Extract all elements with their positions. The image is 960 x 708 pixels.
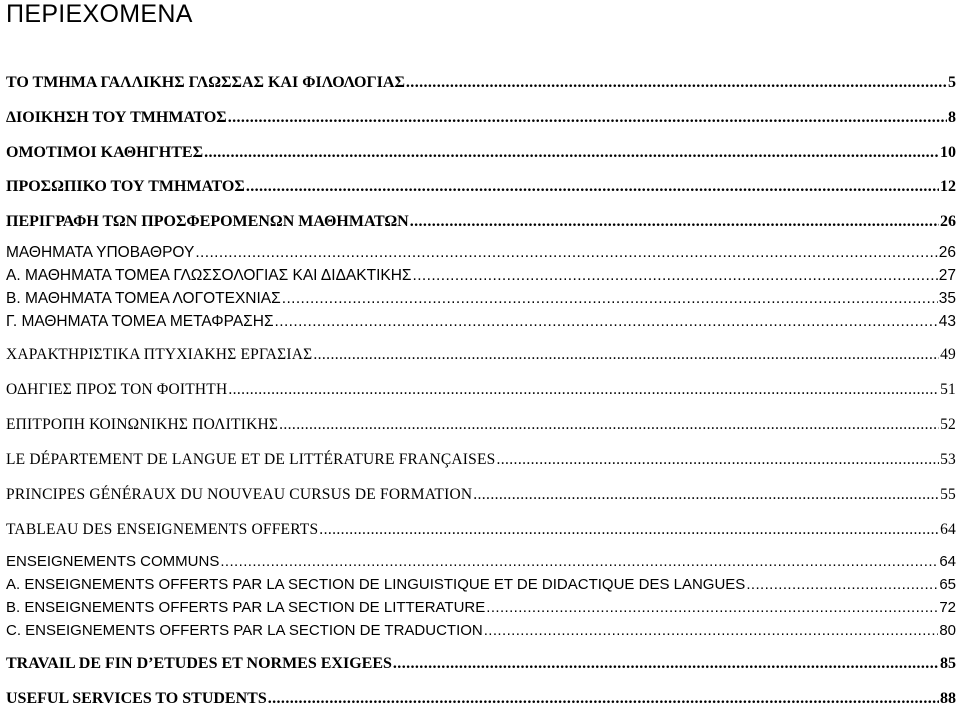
toc-entry-page: 49 [940, 346, 956, 363]
dot-leader [486, 599, 938, 617]
toc-entry[interactable] [6, 311, 956, 331]
toc-entry-title: PRINCIPES GÉNÉRAUX DU NOUVEAU CURSUS DE FORMATION [6, 486, 473, 503]
toc-entry[interactable] [6, 574, 956, 594]
dot-leader [746, 576, 938, 594]
toc-entry[interactable] [6, 288, 956, 308]
toc-entry-title: ΟΜΟΤΙΜΟΙ ΚΑΘΗΓΗΤΕΣ [6, 144, 204, 161]
toc-entry-title: ΕΠΙΤΡΟΠΗ ΚΟΙΝΩΝΙΚΗΣ ΠΟΛΙΤΙΚΗΣ [6, 416, 279, 433]
toc-entry[interactable] [6, 242, 956, 262]
toc-entry[interactable] [6, 449, 956, 469]
toc-entry-title: TABLEAU DES ENSEIGNEMENTS OFFERTS [6, 521, 319, 538]
toc-entry-title: Β. ΜΑΘΗΜΑΤΑ ΤΟΜΕΑ ΛΟΓΟΤΕΧΝΙΑΣ [6, 290, 281, 307]
toc-entry[interactable] [6, 484, 956, 504]
toc-entry-page: 8 [948, 109, 956, 126]
dot-leader [228, 109, 947, 127]
toc-entry[interactable] [6, 620, 956, 640]
toc-entry-title: LE DÉPARTEMENT DE LANGUE ET DE LITTÉRATURE FRANÇAISES [6, 451, 496, 468]
page-title: ΠΕΡΙΕΧΟΜΕΝΑ [6, 0, 193, 28]
toc-entry-page: 10 [940, 144, 956, 161]
toc-entry[interactable] [6, 176, 956, 196]
toc-entry-title: TRAVAIL DE FIN D’ETUDES ET NORMES EXIGEES [6, 655, 392, 672]
toc-entry-page: 64 [939, 553, 956, 570]
dot-leader [484, 622, 939, 640]
toc-entry[interactable] [6, 519, 956, 539]
toc-entry[interactable] [6, 142, 956, 162]
dot-leader [275, 313, 938, 331]
toc-entry-page: 26 [938, 244, 956, 261]
toc-entry[interactable] [6, 265, 956, 285]
toc-entry-title: ΧΑΡΑΚΤΗΡΙΣΤΙΚΑ ΠΤΥΧΙΑΚΗΣ ΕΡΓΑΣΙΑΣ [6, 346, 313, 363]
toc-entry-page: 53 [940, 451, 956, 468]
dot-leader [246, 178, 939, 196]
toc-entry-title: ΜΑΘΗΜΑΤΑ ΥΠΟΒΑΘΡΟΥ [6, 244, 195, 261]
toc-entry[interactable] [6, 551, 956, 571]
toc-entry-page: 51 [940, 381, 956, 398]
toc-entry[interactable] [6, 653, 956, 673]
toc-entry[interactable] [6, 597, 956, 617]
toc-entry-title: ΠΡΟΣΩΠΙΚΟ ΤΟΥ ΤΜΗΜΑΤΟΣ [6, 178, 245, 195]
dot-leader [282, 290, 938, 308]
toc-entry-page: 52 [940, 416, 956, 433]
dot-leader [473, 486, 939, 504]
dot-leader [228, 381, 939, 399]
toc-entry-page: 26 [940, 213, 956, 230]
dot-leader [413, 267, 938, 285]
toc-entry-page: 64 [940, 521, 956, 538]
toc-entry-page: 72 [939, 599, 956, 616]
toc-entry[interactable] [6, 688, 956, 708]
toc-entry-page: 80 [939, 622, 956, 639]
dot-leader [406, 74, 947, 92]
toc-entry[interactable] [6, 72, 956, 92]
toc-entry[interactable] [6, 107, 956, 127]
toc-entry-title: Α. ΜΑΘΗΜΑΤΑ ΤΟΜΕΑ ΓΛΩΣΣΟΛΟΓΙΑΣ ΚΑΙ ΔΙΔΑΚΤΙΚΗΣ [6, 267, 412, 284]
dot-leader [393, 655, 939, 673]
toc-entry-title: ΟΔΗΓΙΕΣ ΠΡΟΣ ΤΟΝ ΦΟΙΤΗΤΗ [6, 381, 228, 398]
toc-entry-page: 12 [940, 178, 956, 195]
toc-entry-title: USEFUL SERVICES TO STUDENTS [6, 690, 267, 707]
dot-leader [268, 690, 939, 708]
dot-leader [319, 521, 939, 539]
toc-entry-title: ENSEIGNEMENTS COMMUNS [6, 553, 220, 570]
toc-entry-page: 55 [940, 486, 956, 503]
toc-entry-page: 85 [940, 655, 956, 672]
toc-entry-title: ΤΟ ΤΜΗΜΑ ΓΑΛΛΙΚΗΣ ΓΛΩΣΣΑΣ ΚΑΙ ΦΙΛΟΛΟΓΙΑΣ [6, 74, 405, 91]
toc-entry-page: 88 [940, 690, 956, 707]
dot-leader [195, 244, 937, 262]
dot-leader [496, 451, 939, 469]
dot-leader [204, 144, 939, 162]
dot-leader [410, 213, 939, 231]
dot-leader [220, 553, 938, 571]
toc-entry-page: 27 [938, 267, 956, 284]
toc-entry-title: Γ. ΜΑΘΗΜΑΤΑ ΤΟΜΕΑ ΜΕΤΑΦΡΑΣΗΣ [6, 313, 274, 330]
toc-entry-title: ΠΕΡΙΓΡΑΦΗ ΤΩΝ ΠΡΟΣΦΕΡΟΜΕΝΩΝ ΜΑΘΗΜΑΤΩΝ [6, 213, 409, 230]
toc-entry[interactable] [6, 414, 956, 434]
toc-entry-title: ΔΙΟΙΚΗΣΗ ΤΟΥ ΤΜΗΜΑΤΟΣ [6, 109, 227, 126]
toc-entry-page: 5 [948, 74, 956, 91]
toc-entry-title: B. ENSEIGNEMENTS OFFERTS PAR LA SECTION DE LITTERATURE [6, 599, 486, 616]
dot-leader [279, 416, 939, 434]
toc-entry-page: 43 [938, 313, 956, 330]
toc-entry[interactable] [6, 344, 956, 364]
toc-entry-page: 65 [939, 576, 956, 593]
toc-entry-title: A. ENSEIGNEMENTS OFFERTS PAR LA SECTION DE LINGUISTIQUE ET DE DIDACTIQUE DES LANGUES [6, 576, 746, 593]
toc-entry-title: C. ENSEIGNEMENTS OFFERTS PAR LA SECTION DE TRADUCTION [6, 622, 483, 639]
toc-entry[interactable] [6, 379, 956, 399]
toc-entry[interactable] [6, 211, 956, 231]
toc-entry-page: 35 [938, 290, 956, 307]
dot-leader [313, 346, 939, 364]
